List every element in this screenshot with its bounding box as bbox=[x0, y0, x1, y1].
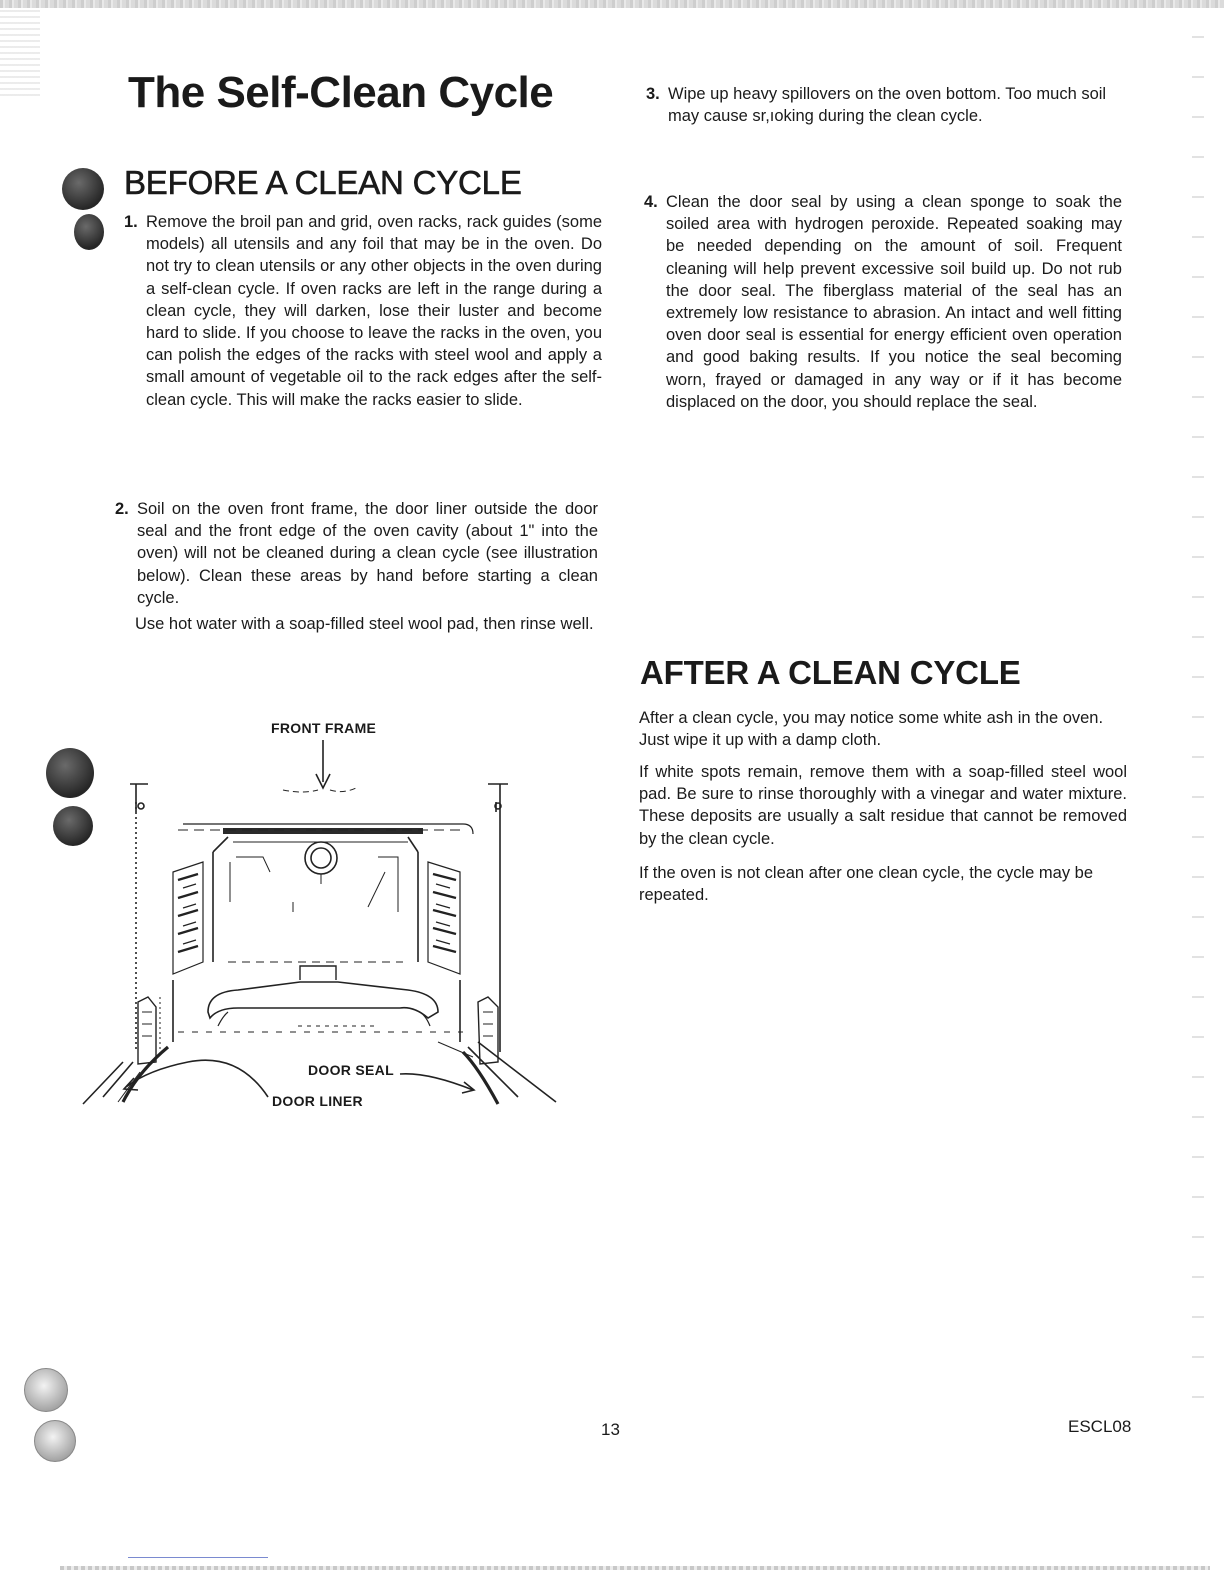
oven-cavity-illustration bbox=[78, 712, 568, 1122]
scan-artifact-left bbox=[0, 10, 40, 100]
item-number: 4. bbox=[644, 193, 658, 211]
item-number: 3. bbox=[646, 85, 660, 103]
scan-artifact-bottom bbox=[60, 1566, 1210, 1570]
item-number: 1. bbox=[124, 213, 138, 231]
after-paragraph-2: If white spots remain, remove them with a soap-filled steel wool pad. Be sure to rinse thoroughly with a vinegar and water mixture. These deposits are usually a salt residue that cannot be removed by the clean cycle. bbox=[639, 763, 1127, 848]
binder-hole bbox=[74, 214, 104, 250]
item-text: Soil on the oven front frame, the door liner outside the door seal and the front edge of the oven cavity (about 1" into the oven) will not be cleaned during a clean cycle (see illustration below). Clean these areas by hand before starting a clean cycle. bbox=[137, 500, 598, 607]
page-number: 13 bbox=[601, 1420, 620, 1439]
before-clean-heading: BEFORE A CLEAN CYCLE bbox=[124, 164, 522, 201]
label-door-seal: DOOR SEAL bbox=[308, 1062, 394, 1078]
footer-rule bbox=[128, 1557, 268, 1558]
item-number: 2. bbox=[115, 500, 129, 518]
item-text: Wipe up heavy spillovers on the oven bottom. Too much soil may cause sr,ıoking during the clean cycle. bbox=[668, 85, 1107, 126]
oven-cavity-drawing bbox=[78, 712, 568, 1122]
instruction-item-4 bbox=[644, 191, 1122, 413]
document-code: ESCL08 bbox=[1068, 1417, 1132, 1436]
instruction-item-1 bbox=[124, 211, 602, 411]
instruction-item-3 bbox=[646, 83, 1124, 127]
item-text: Remove the broil pan and grid, oven racks, rack guides (some models) all utensils and any foil that may be in the oven. Do not try to clean utensils or any other objects in the oven during a self-clean cycle. If oven racks are left in the range during a clean cycle, they will darken, lose their luster and become hard to slide. If you choose to leave the racks in the oven, you can polish the edges of the racks with steel wool and apply a small amount of vegetable oil to the rack edges after the self-clean cycle. This will make the racks easier to slide. bbox=[146, 213, 602, 409]
after-paragraph-3: If the oven is not clean after one clean cycle, the cycle may be repeated. bbox=[639, 864, 1093, 905]
instruction-item-2-note: Use hot water with a soap-filled steel wool pad, then rinse well. bbox=[135, 615, 594, 633]
scan-artifact-top bbox=[0, 0, 1224, 8]
label-door-liner: DOOR LINER bbox=[272, 1093, 363, 1109]
binder-hole bbox=[24, 1368, 68, 1412]
after-paragraph-1: After a clean cycle, you may notice some white ash in the oven. Just wipe it up with a damp cloth. bbox=[639, 709, 1104, 750]
binder-hole bbox=[62, 168, 104, 210]
label-front-frame: FRONT FRAME bbox=[271, 720, 377, 736]
binder-hole bbox=[34, 1420, 76, 1462]
page-title: The Self-Clean Cycle bbox=[128, 68, 554, 117]
after-clean-heading: AFTER A CLEAN CYCLE bbox=[640, 654, 1021, 691]
scan-artifact-right bbox=[1192, 20, 1204, 1420]
item-text: Clean the door seal by using a clean sponge to soak the soiled area with hydrogen peroxide. Repeated soaking may be needed depending on the amount of soil. Frequent cleaning will help prevent excessive soil build up. Do not rub the door seal. The fiberglass material of the seal has an extremely low resistance to abrasion. An intact and well fitting oven door seal is essential for energy efficient oven operation and good baking results. If you notice the seal becoming worn, frayed or damaged in any way or if it has become displaced on the door, you should replace the seal. bbox=[666, 193, 1122, 411]
instruction-item-2 bbox=[115, 498, 598, 609]
